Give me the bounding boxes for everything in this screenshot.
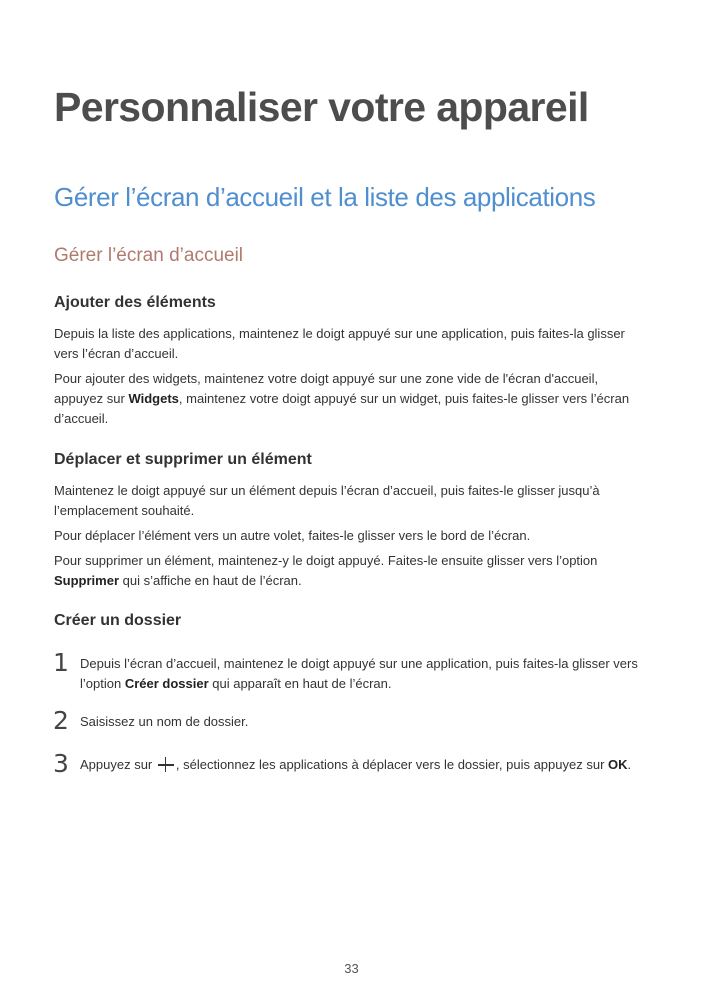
step-number: 2 [53, 706, 69, 735]
paragraph-add-items-1: Depuis la liste des applications, maintenez le doigt appuyé sur une application, puis faites-la glisser vers l’écran d’accueil. [54, 326, 625, 361]
heading-create-folder: Créer un dossier [54, 612, 182, 629]
paragraph-move-2: Pour déplacer l’élément vers un autre volet, faites-le glisser vers le bord de l’écran. [54, 528, 531, 543]
step-number: 3 [53, 749, 69, 778]
heading-add-items: Ajouter des éléments [54, 294, 216, 311]
ok-option: OK [608, 757, 628, 772]
subsection-title: Gérer l’écran d’accueil [54, 245, 244, 266]
page-number: 33 [344, 961, 359, 976]
section-title: Gérer l’écran d’accueil et la liste des applications [54, 182, 596, 212]
create-folder-option: Créer dossier [124, 676, 209, 691]
page-title: Personnaliser votre appareil [54, 84, 589, 130]
delete-option: Supprimer [54, 573, 120, 588]
paragraph-delete: Pour supprimer un élément, maintenez-y le doigt appuyé. Faites-le ensuite glisser vers l’option Supprimer qui s’affiche en haut de l’écran. [54, 553, 598, 588]
paragraph-add-widgets: Pour ajouter des widgets, maintenez votre doigt appuyé sur une zone vide de l'écran d'accueil, appuyez sur Widgets, maintenez votre doigt appuyé sur un widget, puis faites-le glisser vers l’écran d’accueil. [54, 371, 630, 426]
plus-icon [158, 758, 174, 770]
paragraph-move-1: Maintenez le doigt appuyé sur un élément depuis l’écran d’accueil, puis faites-le glisser jusqu’à l’emplacement souhaité. [54, 483, 600, 518]
widgets-option: Widgets [128, 391, 179, 406]
heading-move-items: Déplacer et supprimer un élément [54, 451, 312, 468]
step-number: 1 [53, 648, 69, 677]
